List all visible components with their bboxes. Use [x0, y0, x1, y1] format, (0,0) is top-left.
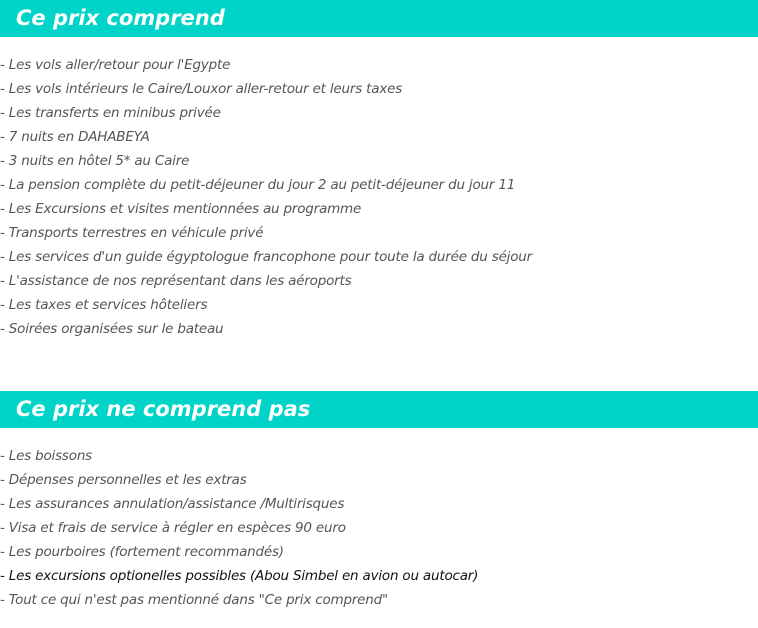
- excluded-section-title: Ce prix ne comprend pas: [0, 391, 758, 428]
- excluded-list: [0, 444, 478, 612]
- included-list: [0, 53, 532, 341]
- list-item: - Les services d'un guide égyptologue francophone pour toute la durée du séjour: [0, 249, 532, 265]
- list-item-optional-excursions: - Les excursions optionelles possibles (Abou Simbel en avion ou autocar): [0, 568, 479, 584]
- list-item: - Dépenses personnelles et les extras: [0, 472, 247, 488]
- list-item: - Les taxes et services hôteliers: [0, 297, 208, 313]
- list-item: - Transports terrestres en véhicule privé: [0, 225, 264, 241]
- list-item: - Les vols aller/retour pour l'Egypte: [0, 57, 231, 73]
- list-item: - Tout ce qui n'est pas mentionné dans "Ce prix comprend": [0, 592, 389, 608]
- list-item: - Les transferts en minibus privée: [0, 105, 221, 121]
- list-item: - Les assurances annulation/assistance /Multirisques: [0, 496, 345, 512]
- list-item: - Les pourboires (fortement recommandés): [0, 544, 284, 560]
- list-item: - Les Excursions et visites mentionnées au programme: [0, 201, 362, 217]
- list-item: - 7 nuits en DAHABEYA: [0, 129, 150, 145]
- included-section-title: Ce prix comprend: [0, 0, 758, 37]
- list-item: - 3 nuits en hôtel 5* au Caire: [0, 153, 190, 169]
- list-item: - La pension complète du petit-déjeuner du jour 2 au petit-déjeuner du jour 11: [0, 177, 516, 193]
- list-item: - Soirées organisées sur le bateau: [0, 321, 224, 337]
- list-item: - Les vols intérieurs le Caire/Louxor aller-retour et leurs taxes: [0, 81, 403, 97]
- list-item: - Les boissons: [0, 448, 93, 464]
- list-item: - Visa et frais de service à régler en espèces 90 euro: [0, 520, 346, 536]
- list-item: - L'assistance de nos représentant dans les aéroports: [0, 273, 352, 289]
